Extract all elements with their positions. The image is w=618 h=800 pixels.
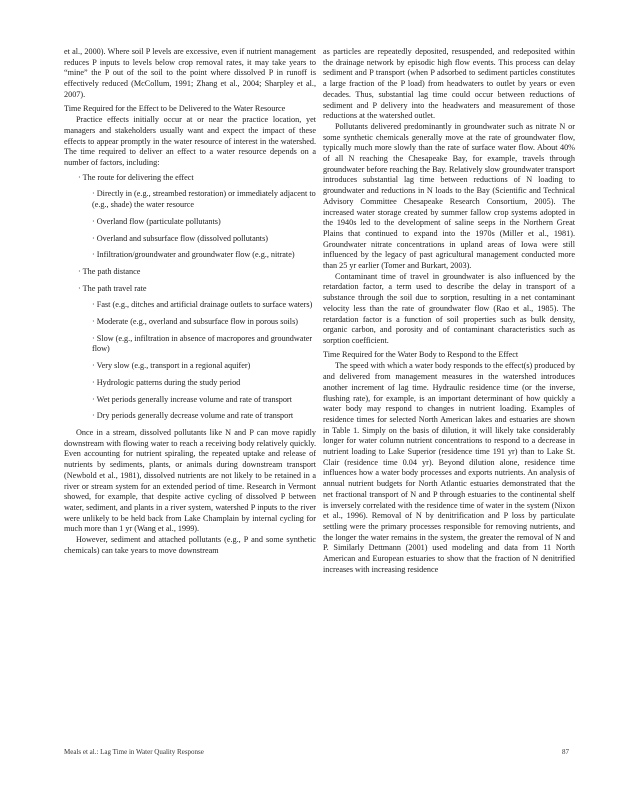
bullet-slow: · Slow (e.g., infiltration in absence of macropores and groundwater flow) [92, 333, 313, 354]
section-heading-delivery: Time Required for the Effect to be Delivered to the Water Resource [64, 103, 286, 113]
paragraph-retardation: Contaminant time of travel in groundwater is also influenced by the retardation factor, a term used to describe the delay in transport of a substance through the soil due to sorption, resulting in a net contaminant velocity less than the rate of groundwater flow (Rao et al., 1985). The retardation factor is a function of soil properties such as bulk density, organic carbon, and porosity and of contaminant characteristics such as sorption coefficient. [323, 271, 575, 345]
left-column [64, 47, 316, 556]
section-heading-response: Time Required for the Water Body to Respond to the Effect [323, 349, 519, 359]
bullet-moderate: · Moderate (e.g., overland and subsurface flow in porous soils) [92, 317, 298, 327]
paragraph-stream-transport: Once in a stream, dissolved pollutants like N and P can move rapidly downstream with flowing water to reach a receiving body relatively quickly. Even accounting for nutrient spiraling, the repeated uptake and release of nutrients by sediments, plants, or animals during downstream transport (Newbold et al., 1981), dissolved nutrients are not likely to be retained in a river or stream system for an extended period of time. Research in Vermont showed, for example, that despite active cycling of dissolved P between water, sediment, and plants in a river system, watershed P inputs to the river were unlikely to be held back from Lake Champlain by internal cycling for much more than 1 yr (Wang et al., 1999). [64, 427, 316, 534]
bullet-distance: · The path distance [78, 266, 141, 276]
bullet-travel-rate: · The path travel rate [78, 283, 147, 293]
page-number: 87 [562, 748, 569, 756]
running-title: Meals et al.: Lag Time in Water Quality Response [64, 748, 204, 756]
paragraph-delivery-factors: Practice effects initially occur at or near the practice location, yet managers and stakeholders usually want and expect the impact of these effects to appear promptly in the water resource of interest in the watershed. The time required to deliver an effect to a water resource depends on a number of factors, including: [64, 115, 316, 168]
bullet-very-slow: · Very slow (e.g., transport in a regional aquifer) [92, 361, 251, 371]
bullet-route: · The route for delivering the effect [78, 172, 194, 182]
bullet-infiltration: · Infiltration/groundwater and groundwater flow (e.g., nitrate) [92, 250, 295, 260]
paragraph-groundwater: Pollutants delivered predominantly in groundwater such as nitrate N or some synthetic chemicals generally move at the rate of groundwater flow, typically much more slowly than the rate of surface water flow. About 40% of all N reaching the Chesapeake Bay, for example, travels through groundwater before reaching the Bay. Relatively slow groundwater transport introduces substantial lag time between reductions of N loading to groundwater and reductions in N loads to the Bay (Scientific and Technical Advisory Committee Chesapeake Research Consortium, 2005). The increased water storage created by summer fallow crop systems adopted in the 1940s led to the development of saline seeps in the Northern Great Plains that continued to expand into the 1970s (Miller et al., 1981). Groundwater nitrate concentrations in upland areas of Iowa were still influenced by the legacy of past agricultural management conducted more than 25 yr earlier (Tomer and Burkart, 2003). [323, 121, 575, 271]
bullet-wet-periods: · Wet periods generally increase volume and rate of transport [92, 394, 292, 404]
bullet-overland-subsurface: · Overland and subsurface flow (dissolved pollutants) [92, 233, 268, 243]
bullet-hydrologic: · Hydrologic patterns during the study period [92, 377, 241, 387]
bullet-fast: · Fast (e.g., ditches and artificial drainage outlets to surface waters) [92, 300, 313, 310]
bullet-overland: · Overland flow (particulate pollutants) [92, 216, 221, 226]
paragraph-resuspension: as particles are repeatedly deposited, resuspended, and redeposited within the drainage network by episodic high flow events. This process can delay sediment and P transport (when P adsorbed to sediment particles constitutes a large fraction of the P load) from headwaters to outlet by years or even decades. Thus, substantial lag time could occur between reductions of sediment and P delivery into the headwaters and measurement of those reductions at the watershed outlet. [323, 47, 575, 121]
bullet-direct: · Directly in (e.g., streambed restoration) or immediately adjacent to (e.g., shade) the water resource [92, 189, 316, 210]
paragraph-residence-time: The speed with which a water body responds to the effect(s) produced by and delivered from management measures in the watershed introduces another increment of lag time. Hydraulic residence time (or the inverse, flushing rate), for example, is an important determinant of how quickly a water body may respond to changes in nutrient loading. Examples of residence times for selected North American lakes and estuaries are shown in Table 1. Simply on the basis of dilution, it will likely take considerably longer for water column nutrient concentrations to respond to a decrease in nutrient loading to Lake Superior (residence time 191 yr) than to Lake St. Clair (residence time 0.04 yr). Beyond dilution alone, residence time influences how a water body processes and exports nutrients. An analysis of annual nutrient budgets for North Atlantic estuaries demonstrated that the net fractional transport of N and P through estuaries to the continental shelf is inversely correlated with the residence time of water in the system (Nixon et al., 1996). Removal of N by denitrification and P loss by particulate settling were the primary processes responsible for removing nutrients, and the longer the water remains in the system, the greater the removal of N and P. Similarly Dettmann (2001) used modeling and data from 11 North American and European estuaries to show that the fraction of N denitrified increases with increasing residence [323, 361, 575, 574]
bullet-dry-periods: · Dry periods generally decrease volume and rate of transport [92, 411, 294, 421]
paragraph-sediment: However, sediment and attached pollutants (e.g., P and some synthetic chemicals) can take years to move downstream [64, 535, 316, 555]
right-column [323, 47, 575, 575]
paragraph-intro: et al., 2000). Where soil P levels are excessive, even if nutrient management reduces P inputs to levels below crop removal rates, it may take years to “mine” the P out of the soil to the point where dissolved P in runoff is effectively reduced (McCollum, 1991; Zhang et al., 2004; Sharpley et al., 2007). [64, 47, 316, 99]
